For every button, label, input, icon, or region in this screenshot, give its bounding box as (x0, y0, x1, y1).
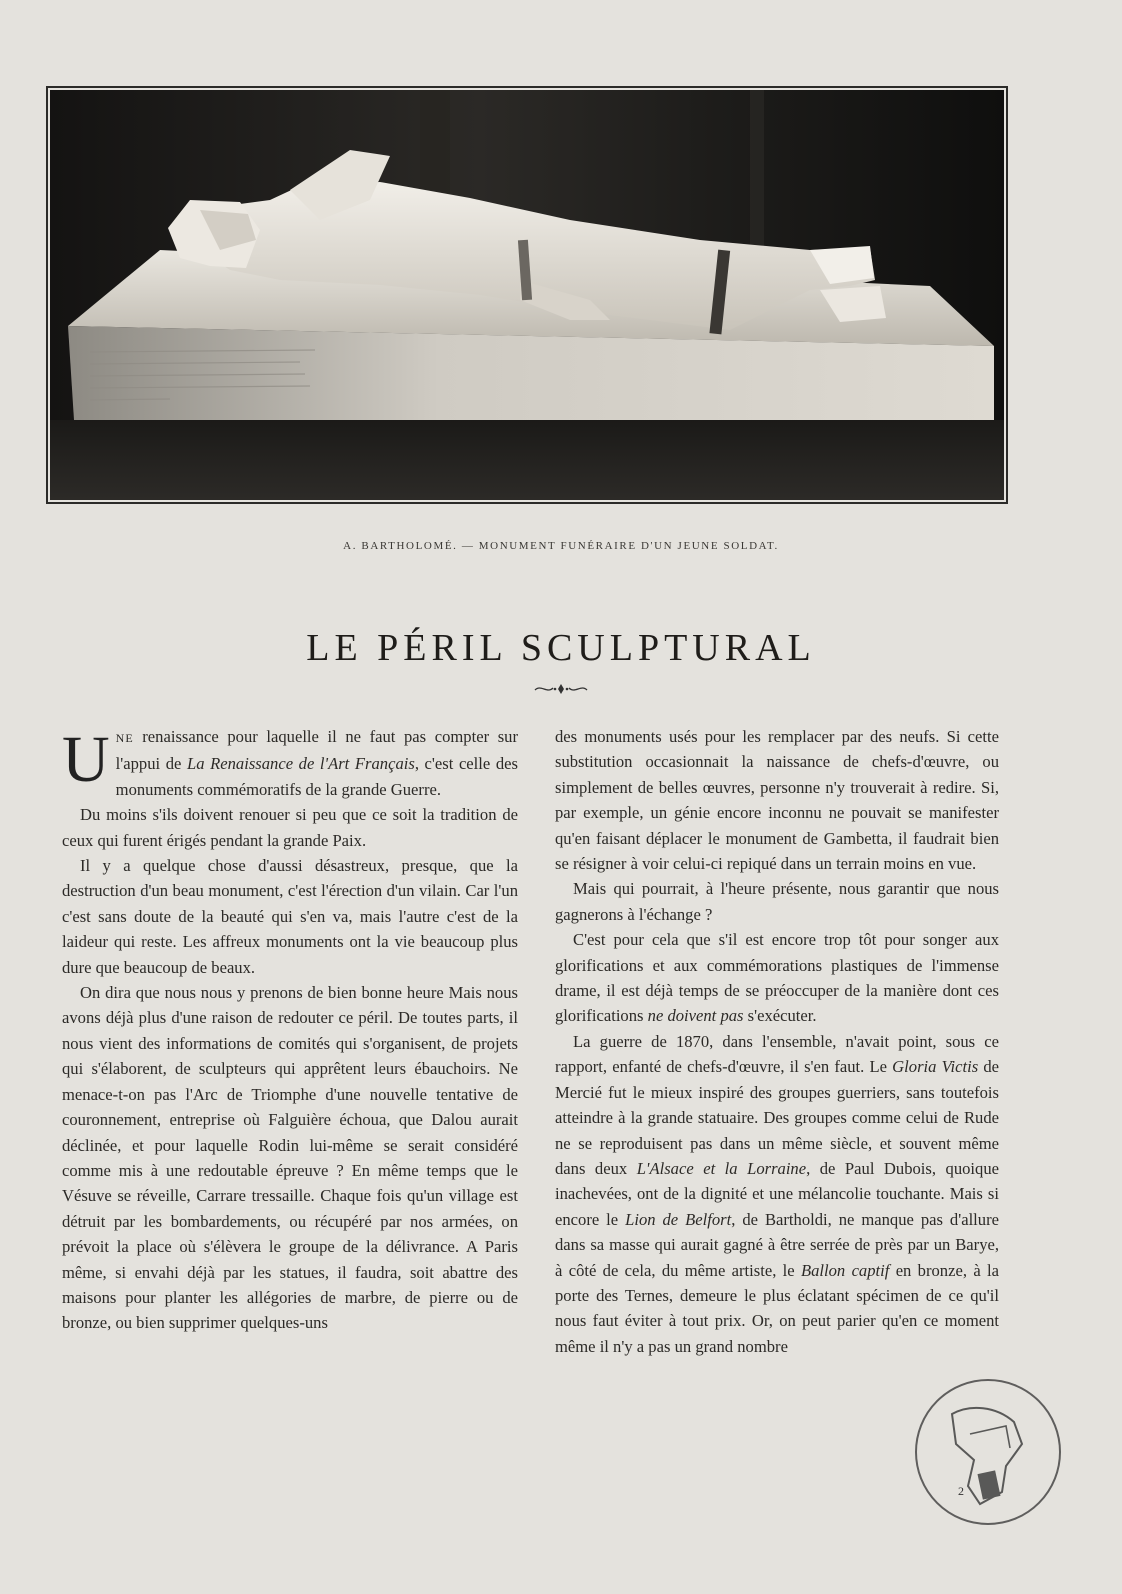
paragraph-6-text-end: s'exécuter. (743, 1006, 817, 1026)
paragraph-7 (555, 1029, 999, 1359)
paragraph-6 (555, 927, 999, 1029)
paragraph-7-text-e: en bronze, à la porte des Ternes, demeure le plus éclatant spécimen de ce qu'il nous faut éviter à tout prix. Or, on peut parier qu'en ce moment même il n'y a pas un grand nombre (555, 1260, 999, 1356)
work-title-lion-de-belfort: Lion de Belfort (625, 1209, 732, 1229)
paragraph-1-text: renaissance pour laquelle il ne faut pas compter sur l'appui de (115, 727, 518, 774)
monument-photograph (50, 90, 1004, 500)
text-column-right (555, 724, 999, 1359)
photo-frame (46, 86, 1008, 504)
small-caps-lead: NE (115, 731, 134, 745)
paragraph-7-text-a: La guerre de 1870, dans l'ensemble, n'avait point, sous ce rapport, enfanté de chefs-d'œuvre, il s'en faut. Le (555, 1031, 999, 1077)
paragraph-7-text-d: , de Bartholdi, ne manque pas d'allure dans sa masse qui aurait gagné à être serrée de près par un Barye, à côté de cela, du même artiste, le (555, 1209, 999, 1280)
paragraph-1 (62, 724, 518, 802)
article-title: LE PÉRIL SCULPTURAL (306, 627, 816, 669)
text-column-left (62, 724, 518, 1336)
paragraph-4-continued: des monuments usés pour les remplacer par des neufs. Si cette substitution occasionnait la naissance de chefs-d'œuvre, ou simplement de belles œuvres, personne n'y trouverait à redire. Si, par exemple, un génie encore inconnu ne pouvait se manifester qu'en faisant déplacer le monument de Gambetta, il faudrait bien se résigner à voir celui-ci repiqué dans un terrain moins en vue. (555, 727, 999, 874)
paragraph-2: Du moins s'ils doivent renouer si peu que ce soit la tradition de ceux qui furent érigés pendant la grande Paix. (62, 805, 518, 850)
paragraph-7-text-c: , de Paul Dubois, quoique inachevées, ont de la dignité et une mélancolie touchante. Mais si encore le (555, 1158, 999, 1229)
paragraph-3: Il y a quelque chose d'aussi désastreux, presque, que la destruction d'un beau monument, c'est l'érection d'un vilain. Car l'un c'est sans doute de la beauté qui s'en va, mais l'autre c'est de la laideur qui reste. Les affreux monuments ont la vie beaucoup plus dure que beaucoup de beaux. (62, 856, 518, 977)
journal-title: La Renaissance de l'Art Français (187, 754, 415, 774)
paragraph-7-text-b: de Mercié fut le mieux inspiré des groupes guerriers, sans toutefois atteindre à la grande statuaire. Des groupes comme celui de Rude ne se reproduisent pas dans un même siècle, et souvent même dans deux (555, 1057, 1000, 1178)
work-title-alsace-lorraine: L'Alsace et la Lorraine (636, 1158, 807, 1178)
page-number: 2 (958, 1484, 964, 1498)
paragraph-6-text: C'est pour cela que s'il est encore trop tôt pour songer aux glorifications et aux commémorations plastiques de l'immense drame, il est déjà temps de se préoccuper de la manière dont ces glorifications (555, 930, 999, 1026)
paragraph-1-text-end: , c'est celle des monuments commémoratifs de la grande Guerre. (115, 754, 518, 799)
figure-caption: A. BARTHOLOMÉ. — MONUMENT FUNÉRAIRE D'UN JEUNE SOLDAT. (343, 540, 779, 552)
paragraph-4: On dira que nous nous y prenons de bien bonne heure Mais nous avons déjà plus d'une raison de redouter ce péril. De toutes parts, il nous vient des informations de comités qui s'organisent, de projets qui s'élaborent, de sculpteurs qui apprêtent leurs ébauchoirs. Ne menace-t-on pas l'Arc de Triomphe d'une nouvelle tentative de couronnement, entreprise où Falguière échoua, que Dalou aurait déclinée, et pour laquelle Rodin lui-même se serait considéré comme mis à une redoutable épreuve ? En même temps que le Vésuve se réveille, Carrare tressaille. Chaque fois qu'un village est détruit par les bombardements, ou récupéré par nos armées, on prévoit la place où s'élèvera le groupe de la délivrance. A Paris même, si envahi déjà par les statues, il faudra, soit abattre des maisons pour planter les allégories de marbre, de pierre ou de bronze, ou bien supprimer quelques-uns (62, 983, 518, 1333)
drop-cap: U (62, 723, 110, 796)
emphasis: ne doivent pas (647, 1006, 744, 1026)
work-title-gloria-victis: Gloria Victis (892, 1057, 979, 1077)
library-stamp-icon (910, 1374, 1066, 1530)
title-ornament-icon (531, 682, 591, 696)
work-title-ballon-captif: Ballon captif (800, 1260, 890, 1280)
paragraph-5: Mais qui pourrait, à l'heure présente, nous garantir que nous gagnerons à l'échange ? (555, 879, 999, 924)
